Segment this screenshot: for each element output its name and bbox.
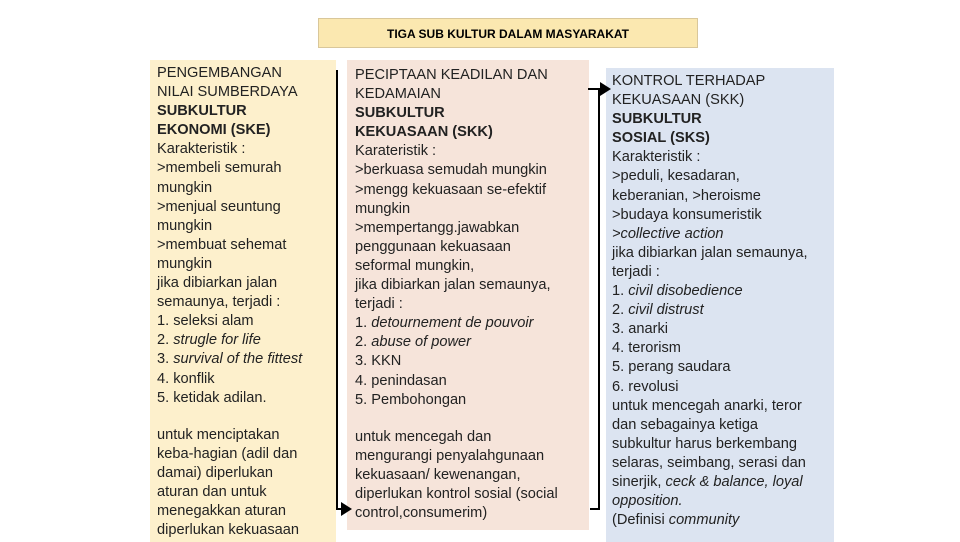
closing-line: selaras, seimbang, serasi dan — [612, 454, 806, 471]
arrow-shaft — [598, 88, 600, 510]
consequence-intro: terjadi : — [612, 263, 660, 280]
consequence-item: 4. penindasan — [355, 372, 447, 389]
heading-line: KEKUASAAN (SKK) — [612, 92, 745, 109]
consequence-intro: jika dibiarkan jalan — [157, 275, 278, 292]
characteristic-item: mungkin — [355, 200, 411, 217]
consequence-item: 3. KKN — [355, 353, 402, 370]
column-sks — [606, 68, 834, 542]
arrow-head-icon — [341, 502, 352, 516]
heading-line: NILAI SUMBERDAYA — [157, 84, 298, 101]
characteristic-item: >mempertangg.jawabkan — [355, 219, 520, 236]
consequence-intro: terjadi : — [355, 296, 403, 313]
consequence-item: 5. perang saudara — [612, 359, 731, 376]
subkultur-label: SUBKULTUR — [157, 103, 247, 120]
heading-line: PENGEMBANGAN — [157, 65, 282, 81]
arrow-head-icon — [600, 82, 611, 96]
consequence-item: 1. seleksi alam — [157, 313, 254, 330]
closing-line: aturan dan untuk — [157, 483, 267, 500]
consequence-item: 5. Pembohongan — [355, 391, 467, 408]
heading-line: KEDAMAIAN — [355, 86, 441, 103]
closing-line: damai) diperlukan — [157, 464, 274, 481]
closing-line: kekuasaan/ kewenangan, — [355, 466, 521, 483]
closing-line: sinerjik, ceck & balance, loyal — [612, 473, 803, 490]
karakteristik-label: Karateristik : — [355, 143, 437, 160]
consequence-item: 6. revolusi — [612, 378, 679, 395]
karakteristik-label: Karakteristik : — [157, 141, 246, 158]
subkultur-label: SUBKULTUR — [612, 111, 702, 128]
consequence-intro: jika dibiarkan jalan semaunya, — [355, 277, 551, 294]
karakteristik-label: Karakteristik : — [612, 149, 701, 166]
arrow-shaft — [590, 508, 600, 510]
arrow-shaft — [336, 70, 338, 510]
closing-line: keba-hagian (adil dan — [157, 445, 298, 462]
subkultur-label: SUBKULTUR — [355, 105, 445, 122]
characteristic-item: >menjual seuntung — [157, 198, 281, 215]
closing-line: opposition. — [612, 493, 683, 510]
characteristic-item: keberanian, >heroisme — [612, 187, 761, 204]
closing-line: mengurangi penyalahgunaan — [355, 447, 545, 464]
characteristic-item: >berkuasa semudah mungkin — [355, 162, 547, 179]
characteristic-item: mungkin — [157, 179, 213, 196]
characteristic-item: >peduli, kesadaran, — [612, 168, 740, 185]
consequence-item: 4. terorism — [612, 340, 681, 357]
consequence-item: 4. konflik — [157, 370, 215, 387]
characteristic-item: >membeli semurah — [157, 160, 282, 177]
characteristic-item: penggunaan kekuasaan — [355, 238, 511, 255]
consequence-item: 1. civil disobedience — [612, 283, 743, 300]
consequence-item: 2. abuse of power — [355, 334, 472, 351]
characteristic-item: >collective action — [612, 225, 724, 242]
consequence-item: 3. survival of the fittest — [157, 351, 303, 368]
characteristic-item: mungkin — [157, 217, 213, 234]
closing-line: diperlukan kekuasaan — [157, 522, 299, 539]
closing-line: untuk menciptakan — [157, 426, 280, 443]
diagram-title: TIGA SUB KULTUR DALAM MASYARAKAT — [318, 18, 698, 48]
subkultur-name: SOSIAL (SKS) — [612, 130, 710, 147]
subkultur-name: EKONOMI (SKE) — [157, 122, 271, 139]
consequence-item: 5. ketidak adilan. — [157, 389, 267, 406]
heading-line: PECIPTAAN KEADILAN DAN — [355, 67, 548, 83]
consequence-intro: jika dibiarkan jalan semaunya, — [612, 244, 808, 261]
consequence-item: 2. strugle for life — [157, 332, 261, 349]
closing-line: subkultur harus berkembang — [612, 435, 797, 452]
consequence-item: 1. detournement de pouvoir — [355, 315, 534, 332]
subkultur-name: KEKUASAAN (SKK) — [355, 124, 493, 141]
closing-line: control,consumerim) — [355, 505, 488, 522]
closing-line: untuk mencegah anarki, teror — [612, 397, 802, 414]
closing-line: untuk mencegah dan — [355, 428, 492, 445]
closing-line: dan sebagainya ketiga — [612, 416, 759, 433]
consequence-item: 3. anarki — [612, 321, 668, 338]
closing-line: (Definisi community — [612, 512, 740, 529]
consequence-item: 2. civil distrust — [612, 302, 704, 319]
characteristic-item: >membuat sehemat — [157, 236, 287, 253]
closing-line: diperlukan kontrol sosial (social — [355, 485, 558, 502]
characteristic-item: mungkin — [157, 255, 213, 272]
column-ske — [150, 60, 336, 542]
characteristic-item: >budaya konsumeristik — [612, 206, 762, 223]
column-skk — [347, 60, 589, 530]
consequence-intro: semaunya, terjadi : — [157, 294, 281, 311]
heading-line: KONTROL TERHADAP — [612, 73, 766, 89]
characteristic-item: seformal mungkin, — [355, 257, 475, 274]
characteristic-item: >mengg kekuasaan se-efektif — [355, 181, 547, 198]
closing-line: menegakkan aturan — [157, 503, 286, 520]
